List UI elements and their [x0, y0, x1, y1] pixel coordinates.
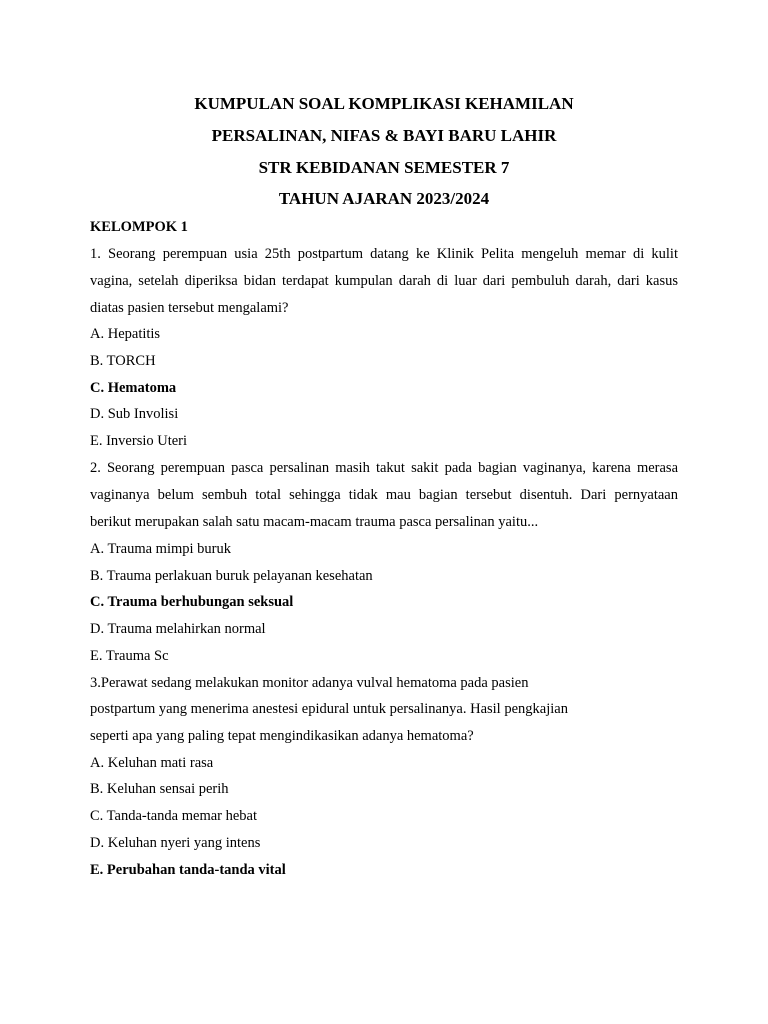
q2-option-a: A. Trauma mimpi buruk	[90, 541, 231, 557]
q2-line-2: vaginanya belum sembuh total sehingga tidak mau bagian tersebut disentuh. Dari pernyataan	[90, 487, 678, 503]
q2-option-c-answer: C. Trauma berhubungan seksual	[90, 594, 294, 610]
q1-option-e: E. Inversio Uteri	[90, 433, 188, 449]
q3-option-b: B. Keluhan sensai perih	[90, 781, 229, 797]
q1-option-a: A. Hepatitis	[90, 326, 161, 342]
q3-option-c: C. Tanda-tanda memar hebat	[90, 808, 258, 824]
q2-line-1: 2. Seorang perempuan pasca persalinan masih takut sakit pada bagian vaginanya, karena merasa	[90, 460, 678, 476]
title-line-2: PERSALINAN, NIFAS & BAYI BARU LAHIR	[211, 126, 557, 145]
q3-option-e-answer: E. Perubahan tanda-tanda vital	[90, 862, 286, 878]
q1-option-b: B. TORCH	[90, 353, 156, 369]
q1-line-2: vagina, setelah diperiksa bidan terdapat kumpulan darah di luar dari pembuluh darah, dari kasus	[90, 273, 678, 289]
q2-line-3: berikut merupakan salah satu macam-macam trauma pasca persalinan yaitu...	[90, 514, 539, 530]
q3-option-d: D. Keluhan nyeri yang intens	[90, 835, 261, 851]
q2-option-d: D. Trauma melahirkan normal	[90, 621, 266, 637]
q3-line-3: seperti apa yang paling tepat mengindikasikan adanya hematoma?	[90, 728, 474, 744]
q3-option-a: A. Keluhan mati rasa	[90, 755, 214, 771]
q1-line-3: diatas pasien tersebut mengalami?	[90, 300, 289, 316]
q1-option-d: D. Sub Involisi	[90, 406, 179, 422]
q3-line-1: 3.Perawat sedang melakukan monitor adanya vulval hematoma pada pasien	[90, 675, 529, 691]
q1-line-1: 1. Seorang perempuan usia 25th postpartum datang ke Klinik Pelita mengeluh memar di kulit	[90, 246, 678, 262]
title-line-3: STR KEBIDANAN SEMESTER 7	[258, 158, 510, 177]
title-line-1: KUMPULAN SOAL KOMPLIKASI KEHAMILAN	[194, 94, 574, 113]
q3-line-2: postpartum yang menerima anestesi epidural untuk persalinanya. Hasil pengkajian	[90, 701, 568, 717]
group-label: KELOMPOK 1	[90, 219, 188, 235]
title-line-4: TAHUN AJARAN 2023/2024	[278, 189, 490, 208]
q2-option-b: B. Trauma perlakuan buruk pelayanan kesehatan	[90, 568, 373, 584]
q1-option-c-answer: C. Hematoma	[90, 380, 177, 396]
q2-option-e: E. Trauma Sc	[90, 648, 169, 664]
